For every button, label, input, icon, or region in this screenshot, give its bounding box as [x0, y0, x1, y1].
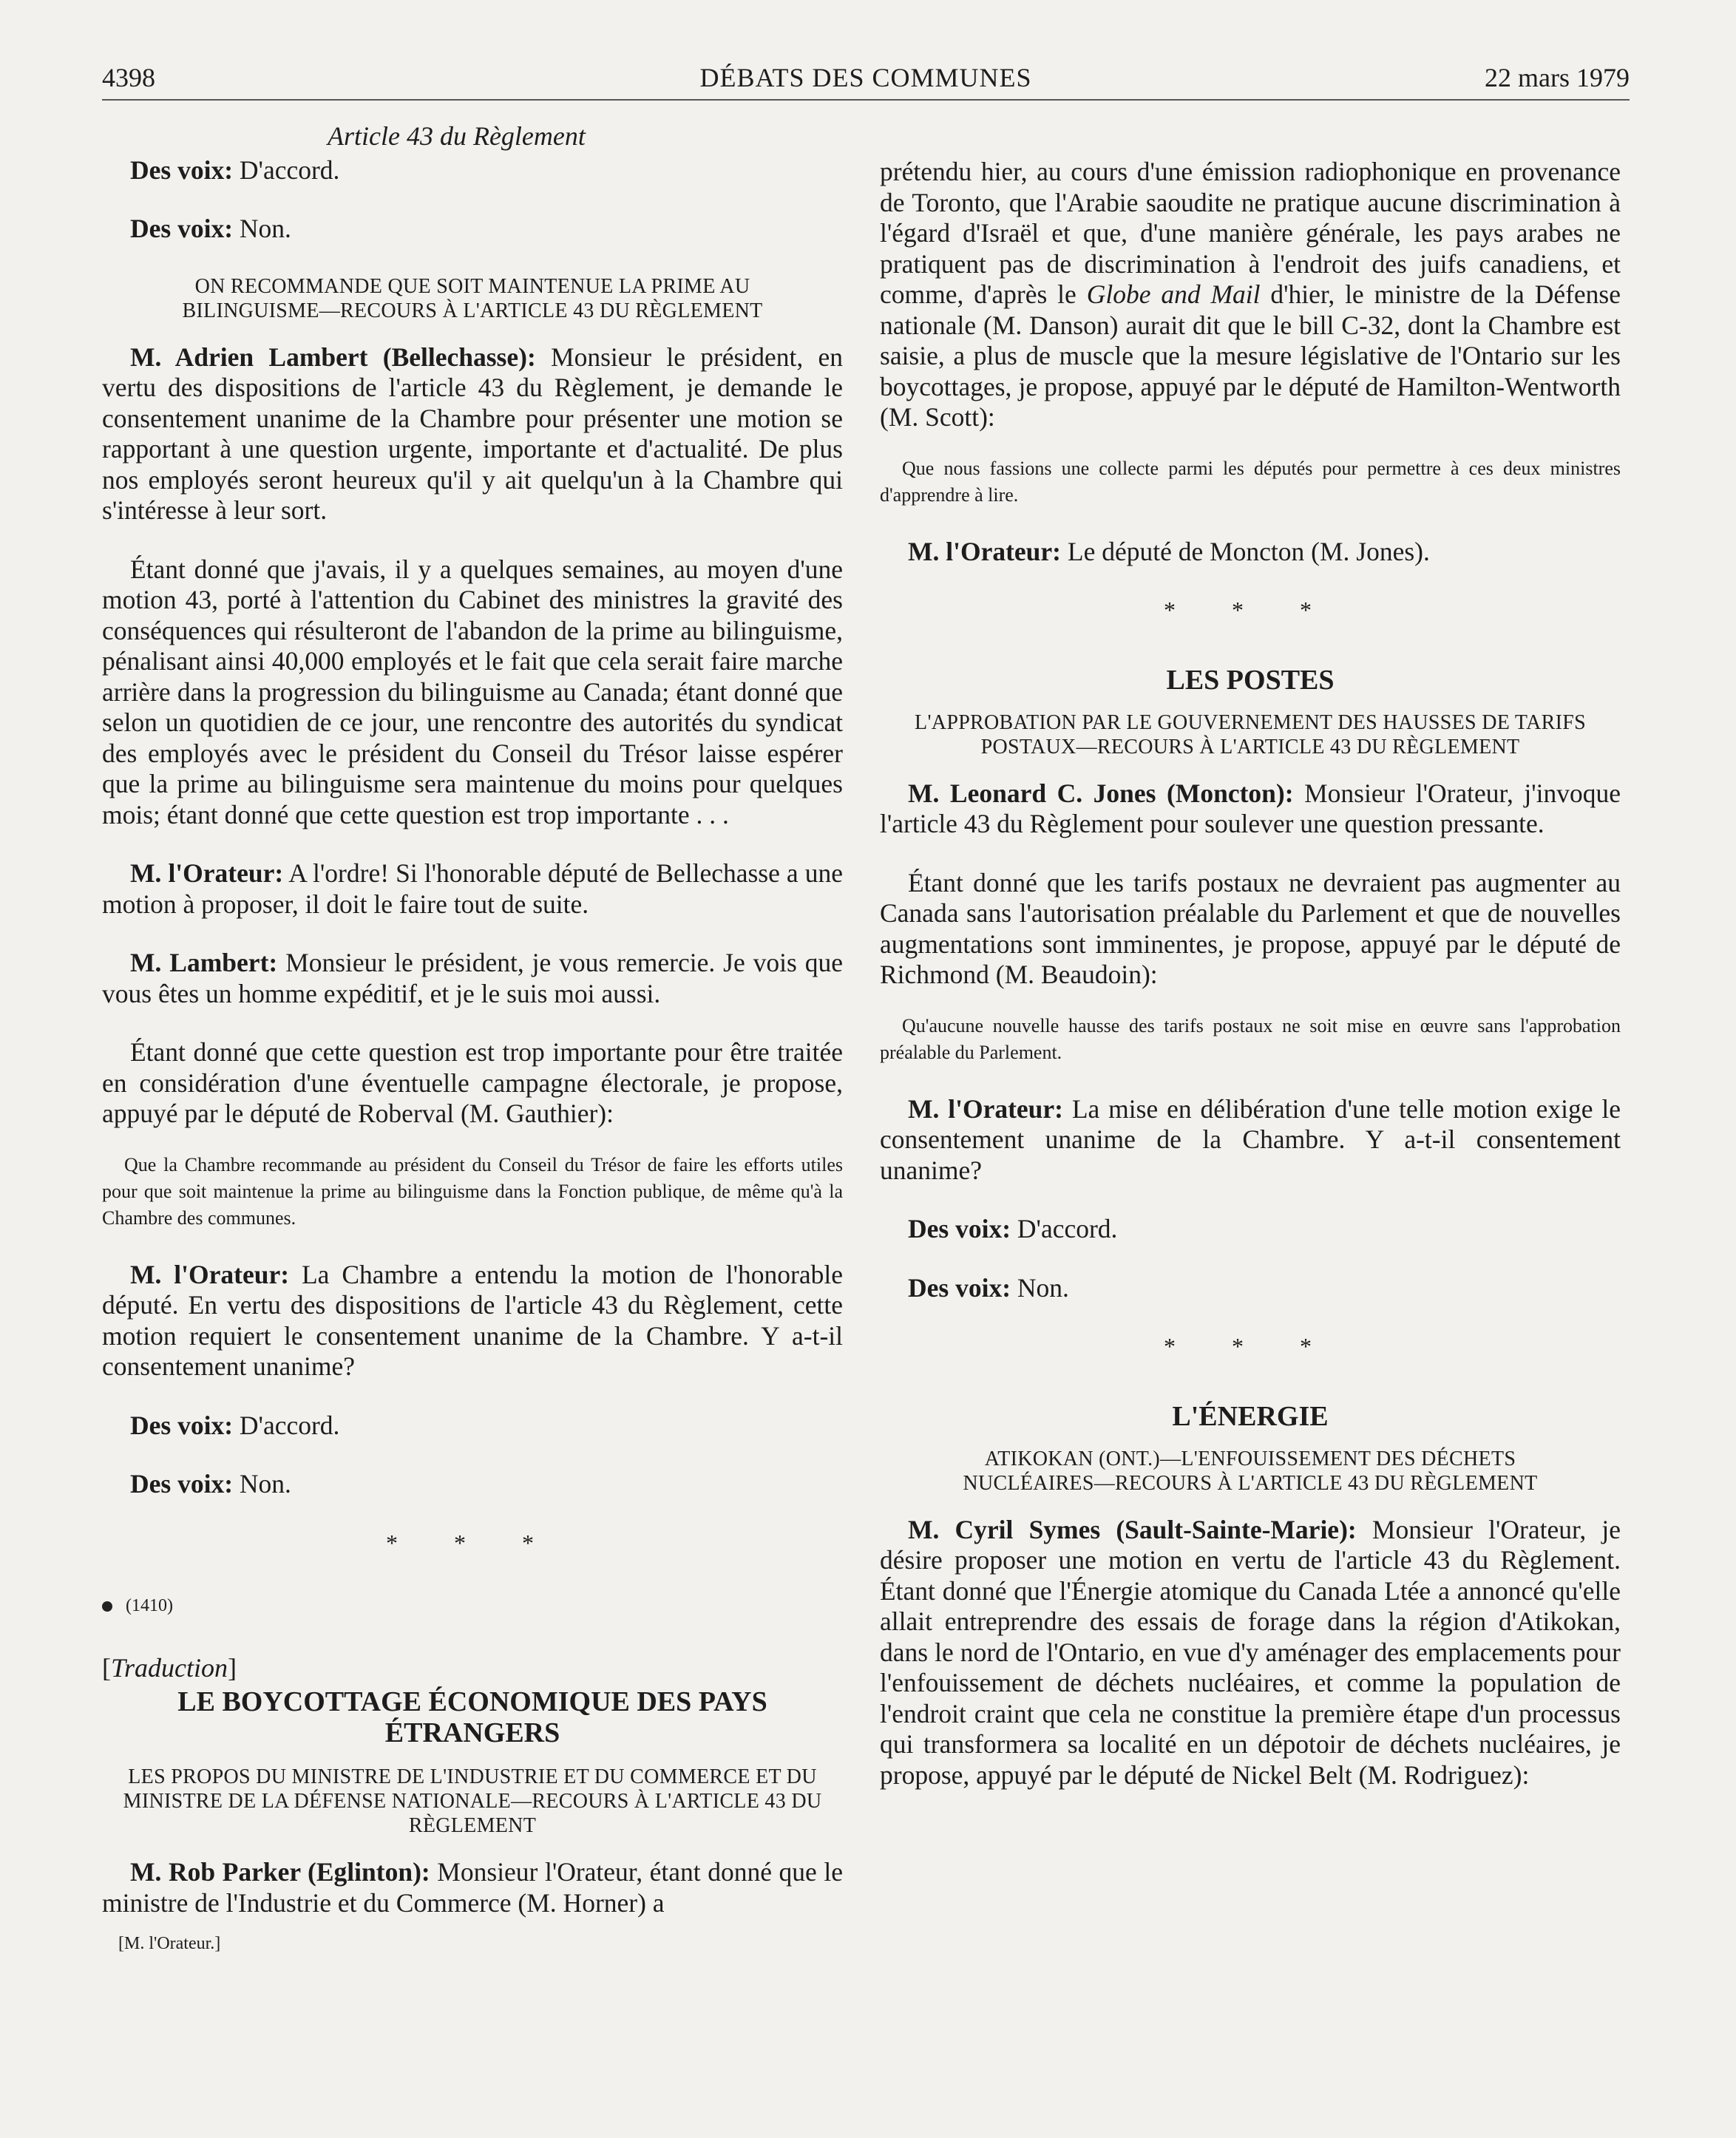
- speech-text: Le député de Moncton (M. Jones).: [1061, 536, 1430, 566]
- text: prétendu hier, au cours d'une émission radiophonique en provenance de Toronto, que l'Arabie saoudite ne pratique aucune discrimination à l'égard d'Israël et que, d'une manière générale, les pays arabes ne pratiquent pas de discrimination à l'endroit des juifs canadiens, et comme, d'après le: [880, 157, 1621, 309]
- speaker: M. Leonard C. Jones (Moncton):: [908, 778, 1294, 808]
- speech-lambert: [102, 342, 843, 526]
- speech-voices-1: [880, 1214, 1621, 1245]
- speaker: M. l'Orateur:: [130, 858, 284, 888]
- speech-orateur-2: [102, 1260, 843, 1382]
- bullet-icon: [102, 1601, 112, 1612]
- speech-text: A l'ordre! Si l'honorable député de Bellechasse a une motion à proposer, il doit le faire tout de suite.: [102, 858, 843, 919]
- speaker: Des voix:: [908, 1272, 1011, 1303]
- paragraph: Étant donné que j'avais, il y a quelques semaines, au moyen d'une motion 43, porté à l'attention du Cabinet des ministres la gravité des conséquences qui résulteront de l'abandon de la prime au bilinguisme, pénalisant ainsi 40,000 employés et le fait que cela serait faire marche arrière dans la progression du bilinguisme au Canada; étant donné que selon un quotidien de ce jour, une rencontre des autorités du syndicat des employés avec le président du Conseil du Trésor laisse espérer que la prime au bilinguisme sera maintenue du moins pour quelques mois; étant donné que cette question est trop importante . . .: [102, 554, 843, 829]
- speech-voices-1: [102, 155, 843, 186]
- speech-text: Non.: [1011, 1272, 1069, 1303]
- left-column: [102, 118, 843, 1960]
- speech-text: La Chambre a entendu la motion de l'honorable député. En vertu des dispositions de l'article 43 du Règlement, cette motion requiert le consentement unanime de la Chambre. Y a-t-il consentement unanime?: [102, 1259, 843, 1381]
- translation-note: [Traduction]: [102, 1652, 237, 1683]
- speaker: M. Lambert:: [130, 948, 278, 977]
- speaker: Des voix:: [130, 155, 234, 185]
- publication-title: DÉBATS DES COMMUNES: [699, 63, 1032, 92]
- section-subheading: ON RECOMMANDE QUE SOIT MAINTENUE LA PRIME AU BILINGUISME—RECOURS À L'ARTICLE 43 DU RÈGLEMENT: [182, 274, 763, 322]
- translation-label: Traduction: [111, 1652, 228, 1683]
- speaker: Des voix:: [908, 1214, 1011, 1243]
- paragraph: Étant donné que cette question est trop importante pour être traitée en considération d'une éventuelle campagne électorale, je propose, appuyé par le député de Roberval (M. Gauthier):: [102, 1037, 843, 1128]
- speech-text: Non.: [233, 214, 291, 243]
- section-heading: LE BOYCOTTAGE ÉCONOMIQUE DES PAYS ÉTRANGERS: [177, 1686, 767, 1748]
- speaker: M. l'Orateur:: [130, 1259, 290, 1289]
- speech-text: D'accord.: [233, 155, 340, 185]
- speaker: Des voix:: [130, 1410, 234, 1440]
- section-separator: * * *: [1164, 1333, 1337, 1360]
- page-header: [102, 58, 1630, 101]
- continuation-note: [M. l'Orateur.]: [118, 1934, 221, 1953]
- speech-jones: [880, 778, 1621, 840]
- speech-orateur-2: [880, 1094, 1621, 1187]
- speech-parker: [102, 1857, 843, 1918]
- paragraph: Étant donné que les tarifs postaux ne devraient pas augmenter au Canada sans l'autorisation préalable du Parlement et que de nouvelles augmentations sont imminentes, je propose, appuyé par le député de Richmond (M. Beaudoin):: [880, 867, 1621, 989]
- time-marker: [102, 1591, 843, 1622]
- page-number: 4398: [102, 63, 155, 92]
- section-separator: * * *: [1164, 597, 1337, 623]
- motion-text: Qu'aucune nouvelle hausse des tarifs postaux ne soit mise en œuvre sans l'approbation préalable du Parlement.: [880, 1014, 1621, 1063]
- newspaper-name: Globe and Mail: [1086, 279, 1261, 309]
- speech-symes: [880, 1515, 1621, 1791]
- speech-voices-2: [102, 214, 843, 245]
- speaker: M. Rob Parker (Eglinton):: [130, 1857, 430, 1887]
- speech-orateur: [880, 537, 1621, 568]
- speaker: M. l'Orateur:: [908, 1093, 1063, 1124]
- speech-text: D'accord.: [1011, 1214, 1118, 1243]
- motion-text: Que la Chambre recommande au président du Conseil du Trésor de faire les efforts utiles pour que soit maintenue la prime au bilinguisme dans la Fonction publique, de même qu'à la Chambre des communes.: [102, 1153, 843, 1229]
- speech-voices-2: [880, 1273, 1621, 1304]
- speech-voices-4: [102, 1469, 843, 1500]
- page-date: 22 mars 1979: [1485, 63, 1630, 92]
- speech-text: La mise en délibération d'une telle motion exige le consentement unanime de la Chambre. Y a-t-il consentement unanime?: [880, 1093, 1621, 1185]
- speech-text: Monsieur l'Orateur, étant donné que le ministre de l'Industrie et du Commerce (M. Horner) a: [102, 1857, 843, 1918]
- speech-text: Monsieur l'Orateur, je désire proposer une motion en vertu de l'article 43 du Règlement. Étant donné que l'Énergie atomique du Canada Ltée a annoncé qu'elle allait entreprendre des essais de forage dans la région d'Atikokan, dans le nord de l'Ontario, en vue d'y aménager des emplacements pour l'enfouissement de déchets nucléaires, et comme la population de l'endroit craint que cela ne constitue la première étape d'un processus qui transformera sa localité en un dépotoir de déchets nucléaires, je propose, appuyé par le député de Nickel Belt (M. Rodriguez):: [880, 1514, 1621, 1790]
- running-head: Article 43 du Règlement: [328, 121, 586, 151]
- speech-text: Non.: [233, 1469, 291, 1499]
- paragraph: [880, 157, 1621, 433]
- speech-text: Monsieur l'Orateur, j'invoque l'article 43 du Règlement pour soulever une question pressante.: [880, 778, 1621, 838]
- speaker: M. Adrien Lambert (Bellechasse):: [130, 342, 536, 372]
- speech-text: Monsieur le président, en vertu des dispositions de l'article 43 du Règlement, je demande le consentement unanime de la Chambre pour présenter une motion se rapportant à une question urgente, importante et d'actualité. De plus nos employés seront heureux qu'il y ait quelqu'un à la Chambre qui s'intéresse à leur sort.: [102, 342, 843, 525]
- section-subheading: ATIKOKAN (ONT.)—L'ENFOUISSEMENT DES DÉCHETS NUCLÉAIRES—RECOURS À L'ARTICLE 43 DU RÈGLEMENT: [963, 1447, 1538, 1495]
- motion-text: Que nous fassions une collecte parmi les députés pour permettre à ces deux ministres d'apprendre à lire.: [880, 457, 1621, 506]
- section-heading: LES POSTES: [1166, 664, 1335, 696]
- speech-text: Monsieur le président, je vous remercie. Je vois que vous êtes un homme expéditif, et je le suis moi aussi.: [102, 948, 843, 1008]
- section-heading: L'ÉNERGIE: [1172, 1400, 1329, 1432]
- speech-lambert-2: [102, 948, 843, 1009]
- section-subheading: LES PROPOS DU MINISTRE DE L'INDUSTRIE ET DU COMMERCE ET DU MINISTRE DE LA DÉFENSE NATIONALE—RECOURS À L'ARTICLE 43 DU RÈGLEMENT: [123, 1765, 822, 1837]
- speech-text: D'accord.: [233, 1410, 340, 1440]
- right-column: [880, 157, 1621, 1791]
- section-separator: * * *: [386, 1529, 559, 1556]
- speaker: M. Cyril Symes (Sault-Sainte-Marie):: [908, 1514, 1357, 1544]
- speaker: M. l'Orateur:: [908, 536, 1062, 566]
- speaker: Des voix:: [130, 214, 234, 243]
- speaker: Des voix:: [130, 1469, 234, 1499]
- time-marker-text: (1410): [126, 1596, 173, 1615]
- text: d'hier, le ministre de la Défense nationale (M. Danson) aurait dit que le bill C-32, dont la Chambre est saisie, a plus de muscle que la mesure législative de l'Ontario sur les boycottages, je propose, appuyé par le député de Hamilton-Wentworth (M. Scott):: [880, 279, 1621, 432]
- section-subheading: L'APPROBATION PAR LE GOUVERNEMENT DES HAUSSES DE TARIFS POSTAUX—RECOURS À L'ARTICLE 43 DU RÈGLEMENT: [915, 710, 1586, 759]
- speech-orateur: [102, 858, 843, 920]
- speech-voices-3: [102, 1411, 843, 1442]
